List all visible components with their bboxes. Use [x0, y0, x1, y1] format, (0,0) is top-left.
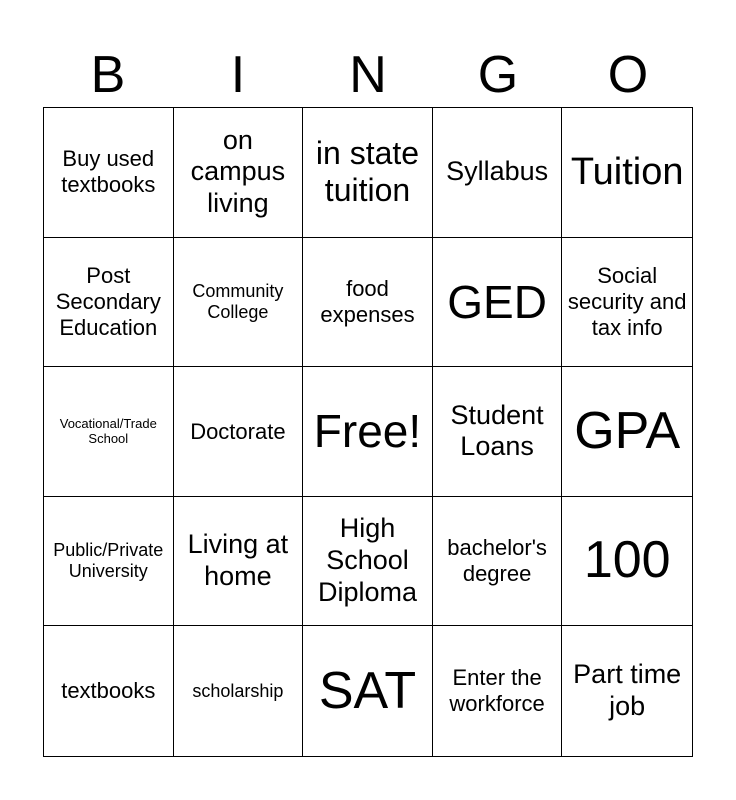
bingo-cell[interactable]: Vocational/Trade School — [44, 367, 174, 497]
bingo-cell[interactable]: Living at home — [174, 497, 304, 627]
bingo-cell[interactable]: food expenses — [303, 238, 433, 368]
header-letter-o: O — [607, 46, 649, 104]
bingo-cell[interactable]: Public/Private University — [44, 497, 174, 627]
bingo-cell[interactable]: Syllabus — [433, 108, 563, 238]
bingo-cell[interactable]: scholarship — [174, 626, 304, 756]
bingo-cell[interactable]: Community College — [174, 238, 304, 368]
header-letter-n: N — [349, 46, 387, 104]
bingo-header — [43, 44, 693, 106]
bingo-cell[interactable]: bachelor's degree — [433, 497, 563, 627]
bingo-cell[interactable]: Free! — [303, 367, 433, 497]
bingo-cell[interactable]: textbooks — [44, 626, 174, 756]
bingo-cell[interactable]: on campus living — [174, 108, 304, 238]
header-letter-g: G — [477, 46, 519, 104]
bingo-cell[interactable]: Tuition — [562, 108, 692, 238]
bingo-cell[interactable]: 100 — [562, 497, 692, 627]
bingo-cell[interactable]: High School Diploma — [303, 497, 433, 627]
bingo-cell[interactable]: in state tuition — [303, 108, 433, 238]
bingo-cell[interactable]: Social security and tax info — [562, 238, 692, 368]
bingo-cell[interactable]: SAT — [303, 626, 433, 756]
bingo-board — [43, 107, 693, 757]
bingo-cell[interactable]: GED — [433, 238, 563, 368]
bingo-cell[interactable]: Post Secondary Education — [44, 238, 174, 368]
bingo-cell[interactable]: Doctorate — [174, 367, 304, 497]
header-letter-b: B — [90, 46, 126, 104]
bingo-cell[interactable]: Student Loans — [433, 367, 563, 497]
bingo-cell[interactable]: Buy used textbooks — [44, 108, 174, 238]
bingo-cell[interactable]: GPA — [562, 367, 692, 497]
bingo-cell[interactable]: Enter the workforce — [433, 626, 563, 756]
bingo-cell[interactable]: Part time job — [573, 659, 682, 722]
header-letter-i: I — [230, 46, 246, 104]
